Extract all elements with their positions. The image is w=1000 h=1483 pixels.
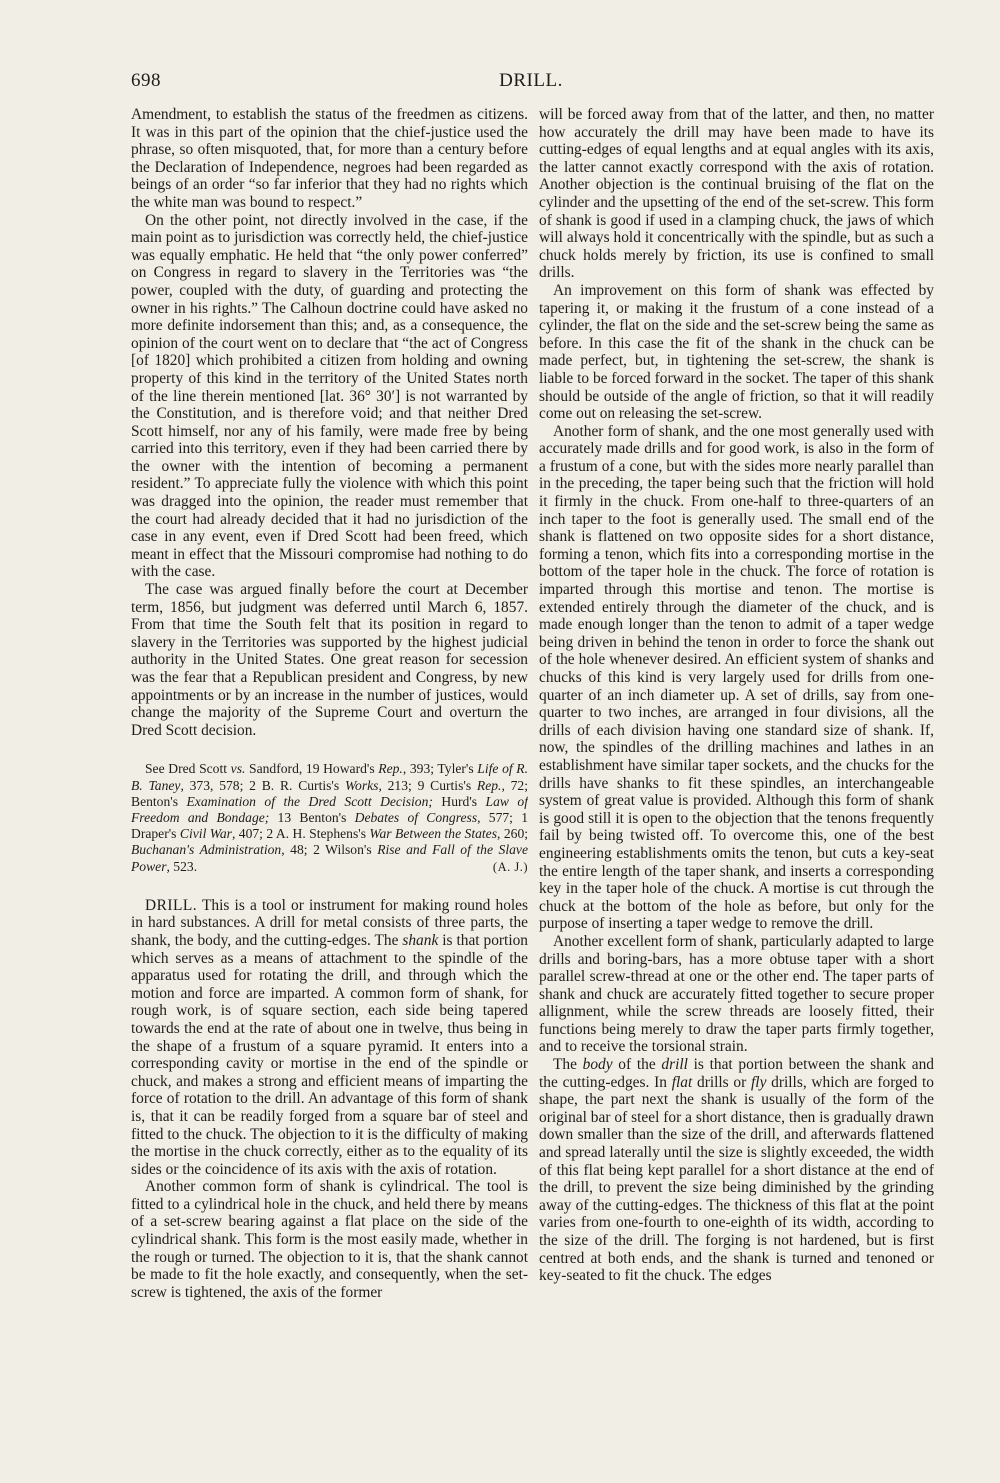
paragraph-drill-definition: DRILL. This is a tool or instrument for making round holes in hard substances. A drill for metal consists of three parts, the shank, the body, and the cutting-edges. The shank is that portion which serves as a means of attachment to the spindle of the apparatus used for rotating the drill, and through which the motion and force are imparted. A common form of shank, for rough work, is of square section, each side being tapered towards the end at the rate of about one in twelve, thus being in the shape of a frustum of a square pyramid. It enters into a corresponding cavity or mortise in the end of the spindle or chuck, and makes a strong and efficient means of imparting the force of rotation to the drill. An advantage of this form of shank is, that it can be readily forged from a square bar of steel and fitted to the chuck. The objection to it is the difficulty of making the mortise in the chuck correctly, either as to the equality of its sides or the coincidence of its axis with the axis of rotation. xyxy=(131,896,528,1178)
right-column xyxy=(539,106,934,1466)
running-header xyxy=(131,70,931,96)
paragraph-case-argued: The case was argued finally before the court at December term, 1856, but judgment was deferred until March 6, 1857. From that time the South felt that its position in regard to slavery in the Territories was supported by the highest judicial authority in the United States. One great reason for secession was the fear that a Republican president and Congress, by new appointments or by an increase in the number of justices, would change the majority of the Supreme Court and overturn the Dred Scott decision. xyxy=(131,581,528,739)
paragraph-screw-thread: Another excellent form of shank, particularly adapted to large drills and boring-bars, has a more obtuse taper with a short parallel screw-thread at one or the other end. The taper parts of shank and chuck are accurately fitted together to secure proper allignment, while the screw threads are loosely fitted, their functions being merely to draw the taper parts firmly together, and to receive the torsional strain. xyxy=(539,932,934,1056)
entry-headword: DRILL. xyxy=(145,896,198,914)
paragraph-frustum-shank: Another form of shank, and the one most generally used with accurately made drills and for good work, is also in the form of a frustum of a cone, but with the sides more nearly parallel than in the preceding, the taper being such that the friction will hold it firmly in the chuck. From one-half to three-quarters of an inch taper to the foot is generally used. The small end of the shank is flattened on two opposite sides for a short distance, forming a tenon, which fits into a corresponding mortise in the bottom of the taper hole in the chuck. The force of rotation is imparted through this mortise and tenon. The mortise is extended entirely through the diameter of the chuck, and is made enough longer than the tenon to admit of a taper wedge being driven in behind the tenon in order to force the shank out of the hole whenever desired. An efficient system of shanks and chucks of this kind is very largely used for drills from one-quarter of an inch diameter up. A set of drills, say from one-quarter to two inches, are arranged in four divisions, all the drills of each division having one standard size of shank. If, now, the spindles of the drilling machines and lathes in an establishment have similar taper sockets, and the chucks for the drills have shanks to fit these spindles, an interchangeable system of great value is provided. Although this form of shank is good still it is open to the objection that the tenons frequently fail by being twisted off. To overcome this, one of the best engineering establishments omits the tenon, but cuts a key-seat the entire length of the taper shank, and inserts a corresponding key in the taper hole of the chuck. A mortise is cut through the chuck at the bottom of the hole as before, but only for the purpose of inserting a taper wedge to remove the drill. xyxy=(539,422,934,933)
running-title: DRILL. xyxy=(499,70,563,91)
paragraph-body-of-drill: The body of the drill is that portion between the shank and the cutting-edges. In flat drills or fly drills, which are forged to shape, the part next the shank is usually of the form of the original bar of steel for a short distance, then is gradually drawn down smaller than the size of the drill, and afterwards flattened and spread laterally until the size is slightly exceeded, the width of this flat being kept parallel for a short distance at the end of the drill, to prevent the size being diminished by the grinding away of the cutting-edges. The thickness of this flat at the point varies from one-fourth to one-eighth of its width, according to the size of the drill. The forging is not hardened, but is first centred at both ends, and the shank is turned and tenoned or key-seated to fit the chuck. The edges xyxy=(539,1056,934,1285)
left-column xyxy=(131,106,528,1466)
paragraph-other-point: On the other point, not directly involved in the case, if the main point as to jurisdiction was correctly held, the chief-justice was equally emphatic. He held that “the only power conferred” on Congress in regard to slavery in the Territories was “the power, coupled with the duty, of guarding and protecting the owner in his rights.” The Calhoun doctrine could have asked no more definite indorsement than this; and, as a consequence, the opinion of the court went on to declare that “the act of Congress [of 1820] which prohibited a citizen from holding and owning property of this kind in the territory of the United States north of the line therein mentioned [lat. 36° 30′] is not warranted by the Constitution, and is therefore void; and that neither Dred Scott himself, nor any of his family, were made free by being carried into this territory, even if they had been carried there by the owner with the intention of becoming a permanent resident.” To appreciate fully the violence with which this point was dragged into the opinion, the reader must remember that the court had already decided that it had no jurisdiction of the case in any event, even if Dred Scott had been freed, which meant in effect that the Missouri compromise had nothing to do with the case. xyxy=(131,211,528,581)
paragraph-cylindrical-shank: Another common form of shank is cylindrical. The tool is fitted to a cylindrical hole in the chuck, and held there by means of a set-screw bearing against a flat place on the side of the cylindrical shank. This form is the most easily made, whether in the rough or turned. The objection to it is, that the shank cannot be made to fit the hole exactly, and consequently, when the set-screw is tightened, the axis of the former xyxy=(131,1178,528,1301)
bibliography-references: See Dred Scott vs. Sandford, 19 Howard's Rep., 393; Tyler's Life of R. B. Taney, 373, 578; 2 B. R. Curtis's Works, 213; 9 Curtis's Rep., 72; Benton's Examination of the Dred Scott Decision; Hurd's Law of Freedom and Bondage; 13 Benton's Debates of Congress, 577; 1 Draper's Civil War, 407; 2 A. H. Stephens's War Between the States, 260; Buchanan's Administration, 48; 2 Wilson's Rise and Fall of the Slave Power, 523. (A. J.) xyxy=(131,761,528,874)
page-number: 698 xyxy=(131,70,161,91)
author-signature: (A. J.) xyxy=(492,859,528,874)
paragraph-freedmen: Amendment, to establish the status of the freedmen as citizens. It was in this part of the opinion that the chief-justice used the phrase, so often misquoted, that, for more than a century before the Declaration of Independence, negroes had been regarded as beings of an order “so far inferior that they had no rights which the white man was bound to respect.” xyxy=(131,106,528,211)
paragraph-tapering: An improvement on this form of shank was effected by tapering it, or making it the frustum of a cone instead of a cylinder, the flat on the side and the set-screw being the same as before. In this case the fit of the shank in the chuck can be made perfect, but, in tightening the set-screw, the shank is liable to be forced forward in the socket. The taper of this shank should be outside of the angle of friction, so that it will readily come out on releasing the set-screw. xyxy=(539,281,934,423)
paragraph-continuation: will be forced away from that of the latter, and then, no matter how accurately the drill may have been made to have its cutting-edges of equal lengths and at equal angles with its axis, the latter cannot exactly correspond with the axis of rotation. Another objection is the continual bruising of the flat on the cylinder and the upsetting of the end of the set-screw. This form of shank is good if used in a clamping chuck, the jaws of which will always hold it concentrically with the spindle, but as such a chuck holds merely by friction, its use is confined to small drills. xyxy=(539,106,934,282)
